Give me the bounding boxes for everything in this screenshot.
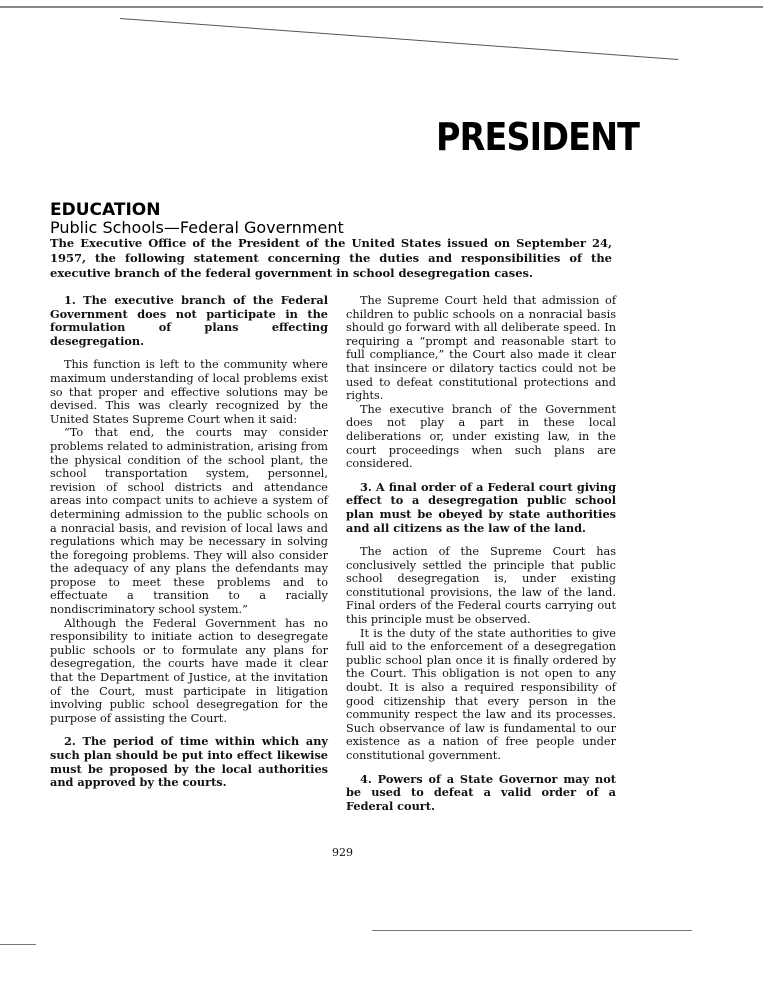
diagonal-rule [120, 18, 679, 60]
paragraph: Although the Federal Government has no responsibility to initiate action to desegregate public schools or to formulate any plans for desegregation, the courts have made it clear that the Department of Justice, at the invitation of the Court, must participate in litigation involving public school desegregation for the purpose of assisting the Court. [50, 616, 328, 725]
bottom-scan-line [372, 930, 692, 931]
right-column [346, 294, 616, 823]
page-number: 929 [332, 846, 353, 859]
paragraph: The Supreme Court held that admission of children to public schools on a nonracial basis should go forward with all deliberate speed. In requiring a “prompt and reasonable start to full compliance,” the Court also made it clear that insincere or dilatory tactics could not be used to defeat constitutional protections and rights. [346, 294, 616, 403]
heading-point-4: 4. Powers of a State Governor may not be used to defeat a valid order of a Federal court. [346, 771, 616, 813]
top-scan-edge [0, 6, 763, 8]
bottom-scan-mark [0, 944, 36, 945]
paragraph: The action of the Supreme Court has conclusively settled the principle that public school desegregation is, under existing constitutional provisions, the law of the land. Final orders of the Federal courts carrying out this principle must be observed. [346, 545, 616, 627]
running-head: PRESIDENT [436, 115, 640, 159]
intro-paragraph: The Executive Office of the President of the United States issued on September 24, 1957, the following statement concerning the duties and responsibilities of the executive branch of the federal government in school desegregation cases. [50, 236, 612, 280]
heading-point-2: 2. The period of time within which any such plan should be put into effect likewise must be proposed by the local authorities and approved by the courts. [50, 734, 328, 790]
court-quote: “To that end, the courts may consider problems related to administration, arising from the physical condition of the school plant, the school transportation system, personnel, revision of school districts and attendance areas into compact units to achieve a system of determining admission to the public schools on a nonracial basis, and revision of local laws and regulations which may be necessary in solving the foregoing problems. They will also consider the adequacy of any plans the defendants may propose to meet these problems and to effectuate a transition to a racially nondiscriminatory school system.” [50, 426, 328, 617]
heading-point-1: 1. The executive branch of the Federal Government does not participate in the formulation of plans effecting desegregation. [50, 293, 328, 348]
subsection-heading: Public Schools—Federal Government [50, 218, 344, 237]
section-heading: EDUCATION [50, 200, 161, 220]
paragraph: The executive branch of the Government does not play a part in these local deliberations or, under existing law, in the court proceedings when such plans are considered. [346, 402, 616, 471]
paragraph: It is the duty of the state authorities to give full aid to the enforcement of a desegregation public school plan once it is finally ordered by the Court. This obligation is not open to any doubt. It is also a required responsibility of good citizenship that every person in the community respect the law and its processes. Such observance of law is fundamental to our existence as a nation of free people under constitutional government. [346, 626, 616, 762]
paragraph: This function is left to the community where maximum understanding of local problems exist so that proper and effective solutions may be devised. This was clearly recognized by the United States Supreme Court when it said: [50, 358, 328, 426]
heading-point-3: 3. A final order of a Federal court giving effect to a desegregation public school plan must be obeyed by state authorities and all citizens as the law of the land. [346, 479, 616, 535]
left-column [50, 294, 328, 800]
